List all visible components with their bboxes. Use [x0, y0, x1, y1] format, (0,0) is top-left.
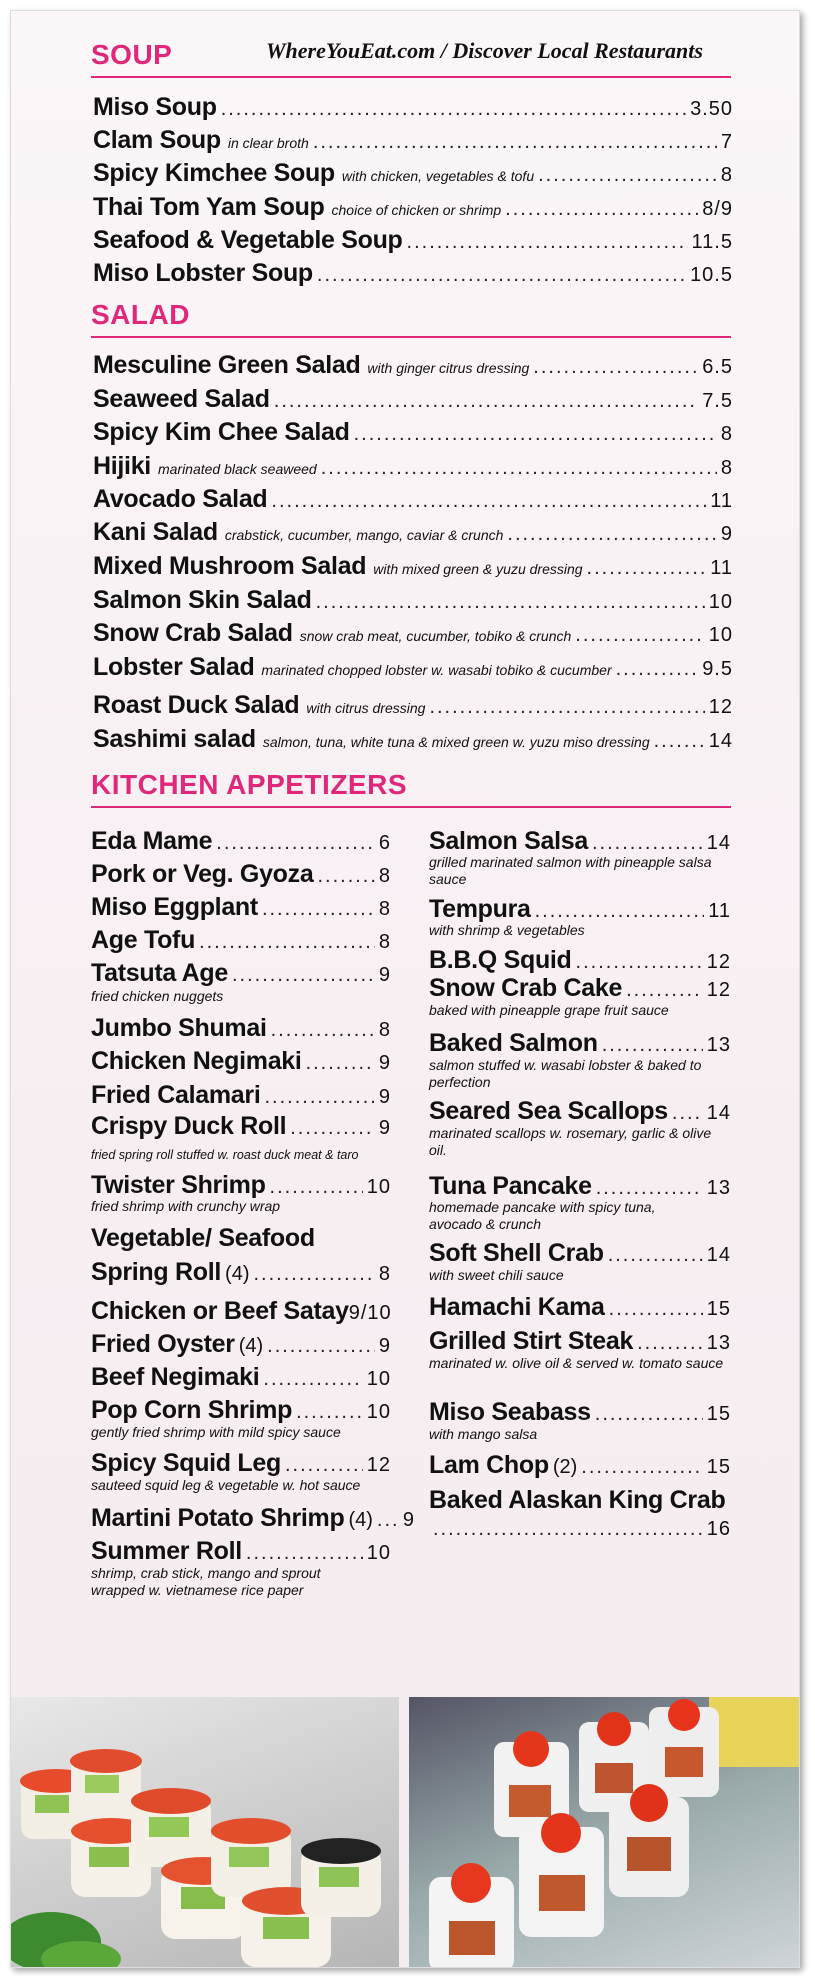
menu-item — [91, 1224, 391, 1253]
item-price: 14 — [708, 730, 733, 752]
item-description: with citrus dressing — [306, 700, 426, 716]
soup-heading: SOUP — [91, 39, 173, 70]
item-price: 14 — [706, 1244, 731, 1266]
item-price: 10.5 — [690, 264, 733, 286]
item-price: 15 — [706, 1298, 731, 1320]
item-name: Spicy Squid Leg — [91, 1449, 281, 1477]
item-price: 9.5 — [702, 658, 733, 680]
item-price: 9 — [378, 1117, 391, 1139]
item-price: 14 — [706, 832, 731, 854]
menu-item — [93, 193, 733, 222]
item-quantity: (4) — [225, 1263, 250, 1285]
item-name: Tuna Pancake — [429, 1172, 592, 1200]
item-price: 8 — [378, 931, 391, 953]
item-price: 9 — [378, 1086, 391, 1108]
menu-item — [91, 1171, 391, 1200]
item-name: Grilled Stirt Steak — [429, 1327, 634, 1355]
menu-item — [93, 725, 733, 754]
item-price: 13 — [706, 1177, 731, 1199]
item-description: homemade pancake with spicy tuna, avocado & crunch — [429, 1199, 656, 1232]
item-description: marinated w. olive oil & served w. tomato sauce — [429, 1355, 724, 1371]
item-name: Seaweed Salad — [93, 385, 270, 413]
item-price: 11 — [708, 900, 731, 922]
menu-item — [91, 1396, 391, 1425]
soup-divider — [91, 76, 731, 78]
menu-item — [93, 159, 733, 188]
item-name: Sashimi salad — [93, 725, 256, 753]
sushi-piece — [70, 1749, 142, 1819]
site-watermark: WhereYouEat.com / Discover Local Restaurants — [266, 38, 703, 63]
item-price: 9 — [378, 1335, 391, 1357]
menu-item — [93, 619, 733, 648]
item-quantity: (4) — [348, 1509, 373, 1531]
item-name: Thai Tom Yam Soup — [93, 193, 325, 221]
menu-item — [91, 959, 391, 988]
item-price: 9 — [402, 1509, 416, 1531]
item-price: 12 — [708, 696, 733, 718]
salad-divider — [91, 336, 731, 338]
salad-heading: SALAD — [91, 299, 190, 330]
menu-item — [429, 1172, 731, 1201]
item-description: sauteed squid leg & vegetable w. hot sauce — [91, 1477, 361, 1493]
item-price: 8 — [720, 423, 733, 445]
menu-item — [91, 1081, 391, 1110]
item-description: with shrimp & vegetables — [429, 922, 585, 938]
item-description: marinated scallops w. rosemary, garlic & olive oil. — [429, 1125, 712, 1158]
item-name: Seafood & Vegetable Soup — [93, 226, 403, 254]
item-name: Mesculine Green Salad — [93, 351, 361, 379]
menu-item — [429, 946, 731, 975]
item-price: 13 — [706, 1332, 731, 1354]
item-name: Lobster Salad — [93, 653, 255, 681]
item-name: Hamachi Kama — [429, 1293, 605, 1321]
item-name: Soft Shell Crab — [429, 1239, 604, 1267]
item-description: with ginger citrus dressing — [367, 360, 530, 376]
menu-item — [93, 452, 733, 481]
appetizers-divider — [91, 806, 731, 808]
menu-item — [91, 1112, 391, 1141]
item-description: marinated black seaweed — [157, 461, 317, 477]
item-price: 12 — [366, 1454, 391, 1476]
menu-item — [91, 893, 391, 922]
menu-item — [91, 1330, 391, 1359]
item-price: 6.5 — [702, 356, 733, 378]
sushi-roll-photo-left — [11, 1697, 399, 1967]
menu-item — [93, 653, 733, 682]
menu-item — [91, 1363, 391, 1392]
menu-item — [429, 827, 731, 856]
item-price: 10 — [708, 624, 733, 646]
item-name: Fried Oyster — [91, 1330, 235, 1358]
item-name: Salmon Skin Salad — [93, 586, 312, 614]
item-name: Miso Soup — [93, 93, 217, 121]
sushi-rolls-illustration — [11, 1697, 399, 1967]
sushi-rolls-illustration — [409, 1697, 799, 1967]
item-name: B.B.Q Squid — [429, 946, 572, 974]
menu-item — [93, 586, 733, 615]
item-description: gently fried shrimp with mild spicy sauce — [91, 1424, 341, 1440]
item-price: 8 — [378, 865, 391, 887]
item-name: Baked Alaskan King Crab — [429, 1486, 726, 1514]
item-price: 8 — [720, 457, 733, 479]
item-description: with chicken, vegetables & tofu — [341, 168, 535, 184]
item-name: Seared Sea Scallops — [429, 1097, 668, 1125]
item-name: Mixed Mushroom Salad — [93, 552, 367, 580]
menu-item — [91, 1047, 391, 1076]
item-name: Pop Corn Shrimp — [91, 1396, 293, 1424]
item-name: Eda Mame — [91, 827, 213, 855]
appetizers-heading: KITCHEN APPETIZERS — [91, 769, 407, 800]
sushi-piece — [649, 1699, 719, 1797]
sushi-piece — [131, 1788, 211, 1867]
menu-item — [429, 1097, 731, 1126]
item-price: 12 — [706, 979, 731, 1001]
sushi-piece — [429, 1863, 514, 1967]
item-name: Jumbo Shumai — [91, 1014, 267, 1042]
menu-item — [429, 974, 731, 1003]
item-price: 12 — [706, 951, 731, 973]
item-price: 10 — [366, 1176, 391, 1198]
menu-item-price-line — [429, 1518, 731, 1541]
item-description: marinated chopped lobster w. wasabi tobiko & cucumber — [261, 662, 612, 678]
item-description: fried spring roll stuffed w. roast duck meat & taro — [91, 1148, 359, 1162]
item-price: 15 — [706, 1456, 731, 1478]
item-price: 13 — [706, 1034, 731, 1056]
item-price: 8 — [720, 164, 733, 186]
sushi-roll-photo-right — [409, 1697, 799, 1967]
item-name: Crispy Duck Roll — [91, 1112, 287, 1140]
item-name: Miso Seabass — [429, 1398, 591, 1426]
menu-item — [93, 126, 733, 155]
menu-item — [429, 1239, 731, 1268]
item-price: 16 — [706, 1518, 731, 1540]
menu-item — [429, 1029, 731, 1058]
item-name: Age Tofu — [91, 926, 196, 954]
item-price: 7 — [720, 131, 733, 153]
menu-item — [91, 1297, 391, 1326]
item-price: 11 — [710, 557, 733, 579]
item-name: Beef Negimaki — [91, 1363, 260, 1391]
item-name: Spicy Kimchee Soup — [93, 159, 335, 187]
item-description: salmon stuffed w. wasabi lobster & baked to perfection — [429, 1057, 702, 1090]
item-price: 3.50 — [690, 98, 733, 120]
menu-item — [93, 93, 733, 122]
item-price: 6 — [378, 832, 391, 854]
item-name: Clam Soup — [93, 126, 221, 154]
item-name: Kani Salad — [93, 518, 218, 546]
sushi-piece — [519, 1813, 604, 1937]
item-name: Vegetable/ Seafood — [91, 1224, 315, 1252]
item-price: 15 — [706, 1403, 731, 1425]
item-description: crabstick, cucumber, mango, caviar & crunch — [224, 527, 504, 543]
item-name: Fried Calamari — [91, 1081, 261, 1109]
item-name: Lam Chop — [429, 1451, 549, 1479]
menu-item — [429, 895, 731, 924]
item-price: 11 — [710, 490, 733, 512]
item-name: Summer Roll — [91, 1537, 242, 1565]
item-name: Salmon Salsa — [429, 827, 588, 855]
item-price: 9/10 — [348, 1302, 392, 1324]
menu-item — [91, 1014, 391, 1043]
item-name: Baked Salmon — [429, 1029, 598, 1057]
menu-item — [93, 259, 733, 288]
item-name: Pork or Veg. Gyoza — [91, 860, 314, 888]
sushi-piece — [301, 1838, 381, 1917]
item-price: 8 — [378, 1263, 391, 1285]
item-description: fried chicken nuggets — [91, 988, 224, 1004]
sushi-piece — [609, 1784, 689, 1897]
menu-item — [93, 385, 733, 414]
item-name: Hijiki — [93, 452, 151, 480]
menu-item — [429, 1398, 731, 1427]
item-name: Martini Potato Shrimp — [91, 1504, 345, 1532]
menu-item — [93, 351, 733, 380]
item-description: snow crab meat, cucumber, tobiko & crunch — [299, 628, 572, 644]
item-name: Avocado Salad — [93, 485, 268, 513]
item-name: Tatsuta Age — [91, 959, 228, 987]
menu-item — [429, 1451, 731, 1480]
menu-item — [429, 1327, 731, 1356]
item-name: Chicken Negimaki — [91, 1047, 302, 1075]
item-description: fried shrimp with crunchy wrap — [91, 1198, 281, 1214]
menu-item — [93, 418, 733, 447]
menu-item — [93, 518, 733, 547]
item-price: 7.5 — [702, 390, 733, 412]
menu-item — [93, 485, 733, 514]
item-price: 14 — [706, 1102, 731, 1124]
item-description: grilled marinated salmon with pineapple salsa sauce — [429, 854, 712, 887]
item-description: with mixed green & yuzu dressing — [373, 561, 583, 577]
item-description: choice of chicken or shrimp — [331, 202, 502, 218]
item-description: salmon, tuna, white tuna & mixed green w. yuzu miso dressing — [262, 734, 650, 750]
item-name: Snow Crab Cake — [429, 974, 623, 1002]
menu-item — [91, 1449, 391, 1478]
menu-item — [91, 1504, 416, 1533]
item-price: 8/9 — [702, 198, 733, 220]
item-price: 9 — [720, 523, 733, 545]
item-name: Chicken or Beef Satay — [91, 1297, 349, 1325]
item-price: 10 — [366, 1368, 391, 1390]
item-name: Tempura — [429, 895, 531, 923]
menu-item — [91, 827, 391, 856]
menu-item — [91, 1258, 391, 1287]
menu-item — [93, 226, 733, 255]
item-price: 10 — [366, 1542, 391, 1564]
item-quantity: (4) — [238, 1335, 264, 1357]
item-name: Spicy Kim Chee Salad — [93, 418, 350, 446]
menu-item — [93, 691, 733, 720]
item-description: with sweet chili sauce — [429, 1267, 564, 1283]
item-description: with mango salsa — [429, 1426, 538, 1442]
menu-item — [93, 552, 733, 581]
item-name: Twister Shrimp — [91, 1171, 266, 1199]
menu-item — [429, 1293, 731, 1322]
menu-page — [10, 10, 800, 1968]
item-price: 8 — [378, 1019, 391, 1041]
item-name: Miso Lobster Soup — [93, 259, 313, 287]
item-price: 8 — [378, 898, 391, 920]
item-price: 11.5 — [691, 231, 733, 253]
sushi-piece — [211, 1818, 291, 1897]
item-name: Miso Eggplant — [91, 893, 258, 921]
menu-item — [91, 926, 391, 955]
item-name: Roast Duck Salad — [93, 691, 300, 719]
menu-item — [429, 1486, 731, 1515]
item-description: in clear broth — [227, 135, 309, 151]
item-price: 10 — [708, 591, 733, 613]
item-price: 10 — [366, 1401, 391, 1423]
item-price: 9 — [378, 964, 391, 986]
item-description: baked with pineapple grape fruit sauce — [429, 1002, 669, 1018]
menu-item — [91, 1537, 391, 1566]
item-quantity: (2) — [552, 1456, 578, 1478]
item-name: Snow Crab Salad — [93, 619, 293, 647]
item-description: shrimp, crab stick, mango and sprout wrapped w. vietnamese rice paper — [91, 1565, 321, 1598]
menu-item — [91, 860, 391, 889]
item-name: Spring Roll — [91, 1258, 222, 1286]
item-price: 9 — [378, 1052, 391, 1074]
